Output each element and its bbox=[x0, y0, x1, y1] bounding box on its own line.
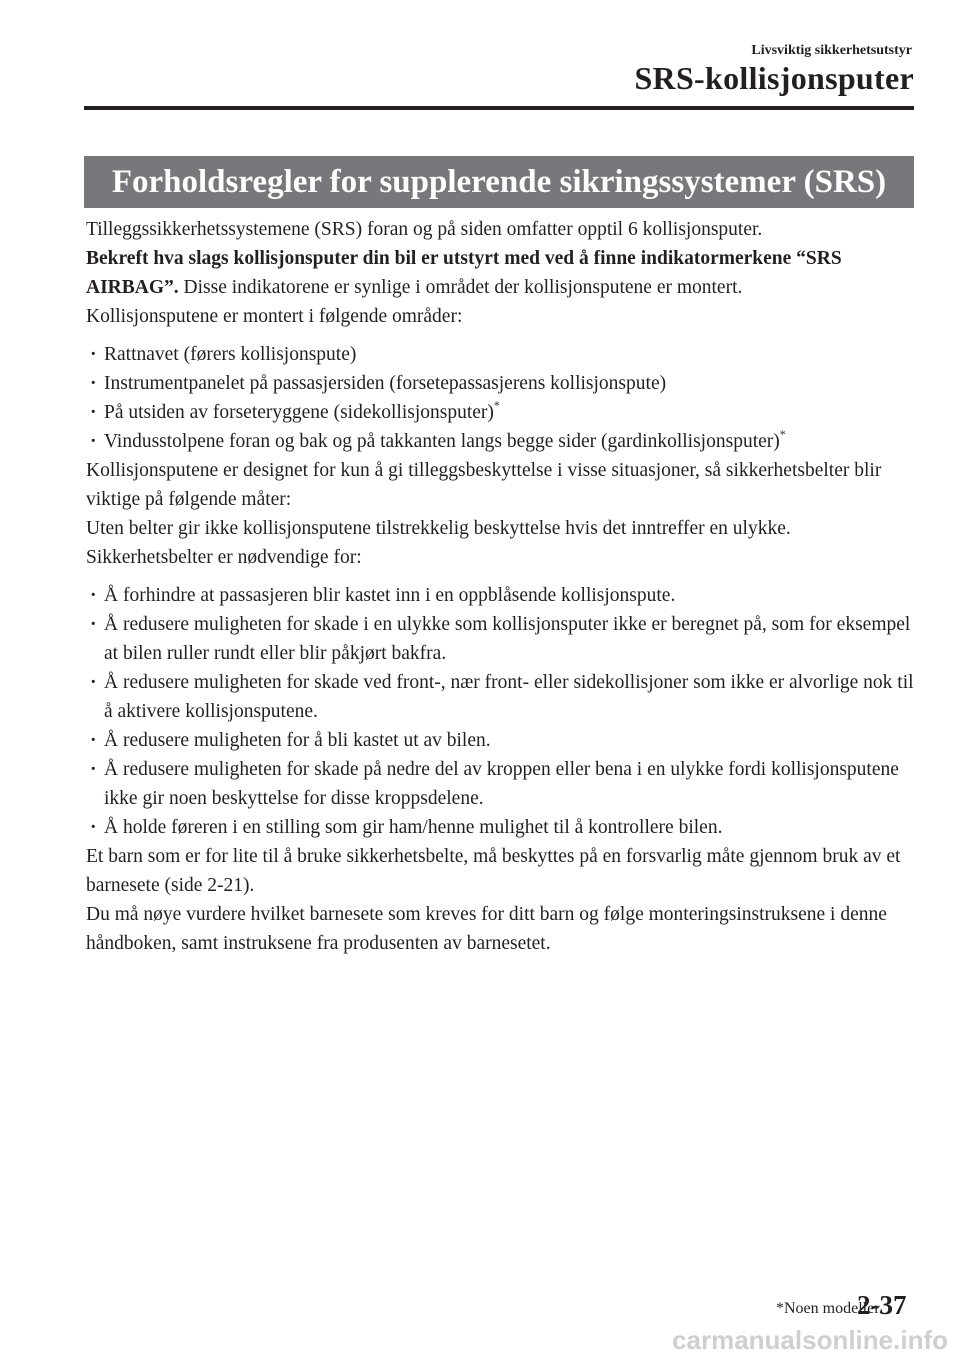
intro-locations-lead: Kollisjonsputene er montert i følgende områder: bbox=[86, 306, 463, 327]
page-body bbox=[86, 215, 916, 958]
list-item: · Å redusere muligheten for å bli kastet ut av bilen. bbox=[104, 726, 916, 755]
page-title: SRS-kollisjonsputer bbox=[634, 60, 914, 96]
list-item: · På utsiden av forseteryggene (sidekollisjonsputer)* bbox=[104, 398, 916, 427]
list-item: · Rattnavet (førers kollisjonspute) bbox=[104, 340, 916, 369]
seat-selection-paragraph: Du må nøye vurdere hvilket barnesete som kreves for ditt barn og følge monteringsinstruksene i denne håndboken, samt instruksene fra produsenten av barnesetet. bbox=[86, 904, 887, 954]
airbag-locations-list bbox=[86, 340, 916, 456]
header-divider bbox=[84, 106, 914, 110]
list-item: · Vindusstolpene foran og bak og på takkanten langs begge sider (gardinkollisjonsputer)* bbox=[104, 427, 916, 456]
list-item: · Å forhindre at passasjeren blir kastet inn i en oppblåsende kollisjonspute. bbox=[104, 581, 916, 610]
chapter-title: Livsviktig sikkerhetsutstyr bbox=[751, 43, 912, 58]
belt-necessity-list bbox=[86, 581, 916, 842]
list-item: · Å redusere muligheten for skade på nedre del av kroppen eller bena i en ulykke fordi kollisjonsputene ikke gir noen beskyttelse for disse kroppsdelene. bbox=[104, 755, 916, 813]
intro-rest: Disse indikatorene er synlige i området der kollisjonsputene er montert. bbox=[178, 277, 743, 298]
list-item: · Å redusere muligheten for skade ved front-, nær front- eller sidekollisjoner som ikke er alvorlige nok til å aktivere kollisjonsputene. bbox=[104, 668, 916, 726]
footnote-marker: * bbox=[493, 397, 500, 412]
section-heading: Forholdsregler for supplerende sikringssystemer (SRS) bbox=[84, 156, 914, 208]
page-number: 2-37 bbox=[857, 1290, 907, 1320]
footnote-text: *Noen modeller. bbox=[776, 1300, 883, 1317]
without-belts-paragraph: Uten belter gir ikke kollisjonsputene tilstrekkelig beskyttelse hvis det inntreffer en ulykke. Sikkerhetsbelter er nødvendige for: bbox=[86, 518, 791, 568]
child-seat-paragraph: Et barn som er for lite til å bruke sikkerhetsbelte, må beskyttes på en forsvarlig måte gjennom bruk av et barnesete (side 2-21). bbox=[86, 846, 901, 896]
list-item: · Instrumentpanelet på passasjersiden (forsetepassasjerens kollisjonspute) bbox=[104, 369, 916, 398]
watermark: carmanualsonline.info bbox=[672, 1325, 948, 1355]
list-item: · Å redusere muligheten for skade i en ulykke som kollisjonsputer ikke er beregnet på, som for eksempel at bilen ruller rundt eller blir påkjørt bakfra. bbox=[104, 610, 916, 668]
intro-paragraph bbox=[86, 215, 916, 331]
intro-line: Tilleggssikkerhetssystemene (SRS) foran og på siden omfatter opptil 6 kollisjonsputer. bbox=[86, 219, 763, 240]
footnote-marker: * bbox=[779, 426, 786, 441]
intro-bold-instruction: Bekreft hva slags kollisjonsputer din bil er utstyrt med ved å finne indikatormerkene “SRS AIRBAG”. bbox=[86, 248, 842, 298]
list-item: · Å holde føreren i en stilling som gir ham/henne mulighet til å kontrollere bilen. bbox=[104, 813, 916, 842]
designed-paragraph: Kollisjonsputene er designet for kun å gi tilleggsbeskyttelse i visse situasjoner, så sikkerhetsbelter blir viktige på følgende måter: bbox=[86, 460, 882, 510]
